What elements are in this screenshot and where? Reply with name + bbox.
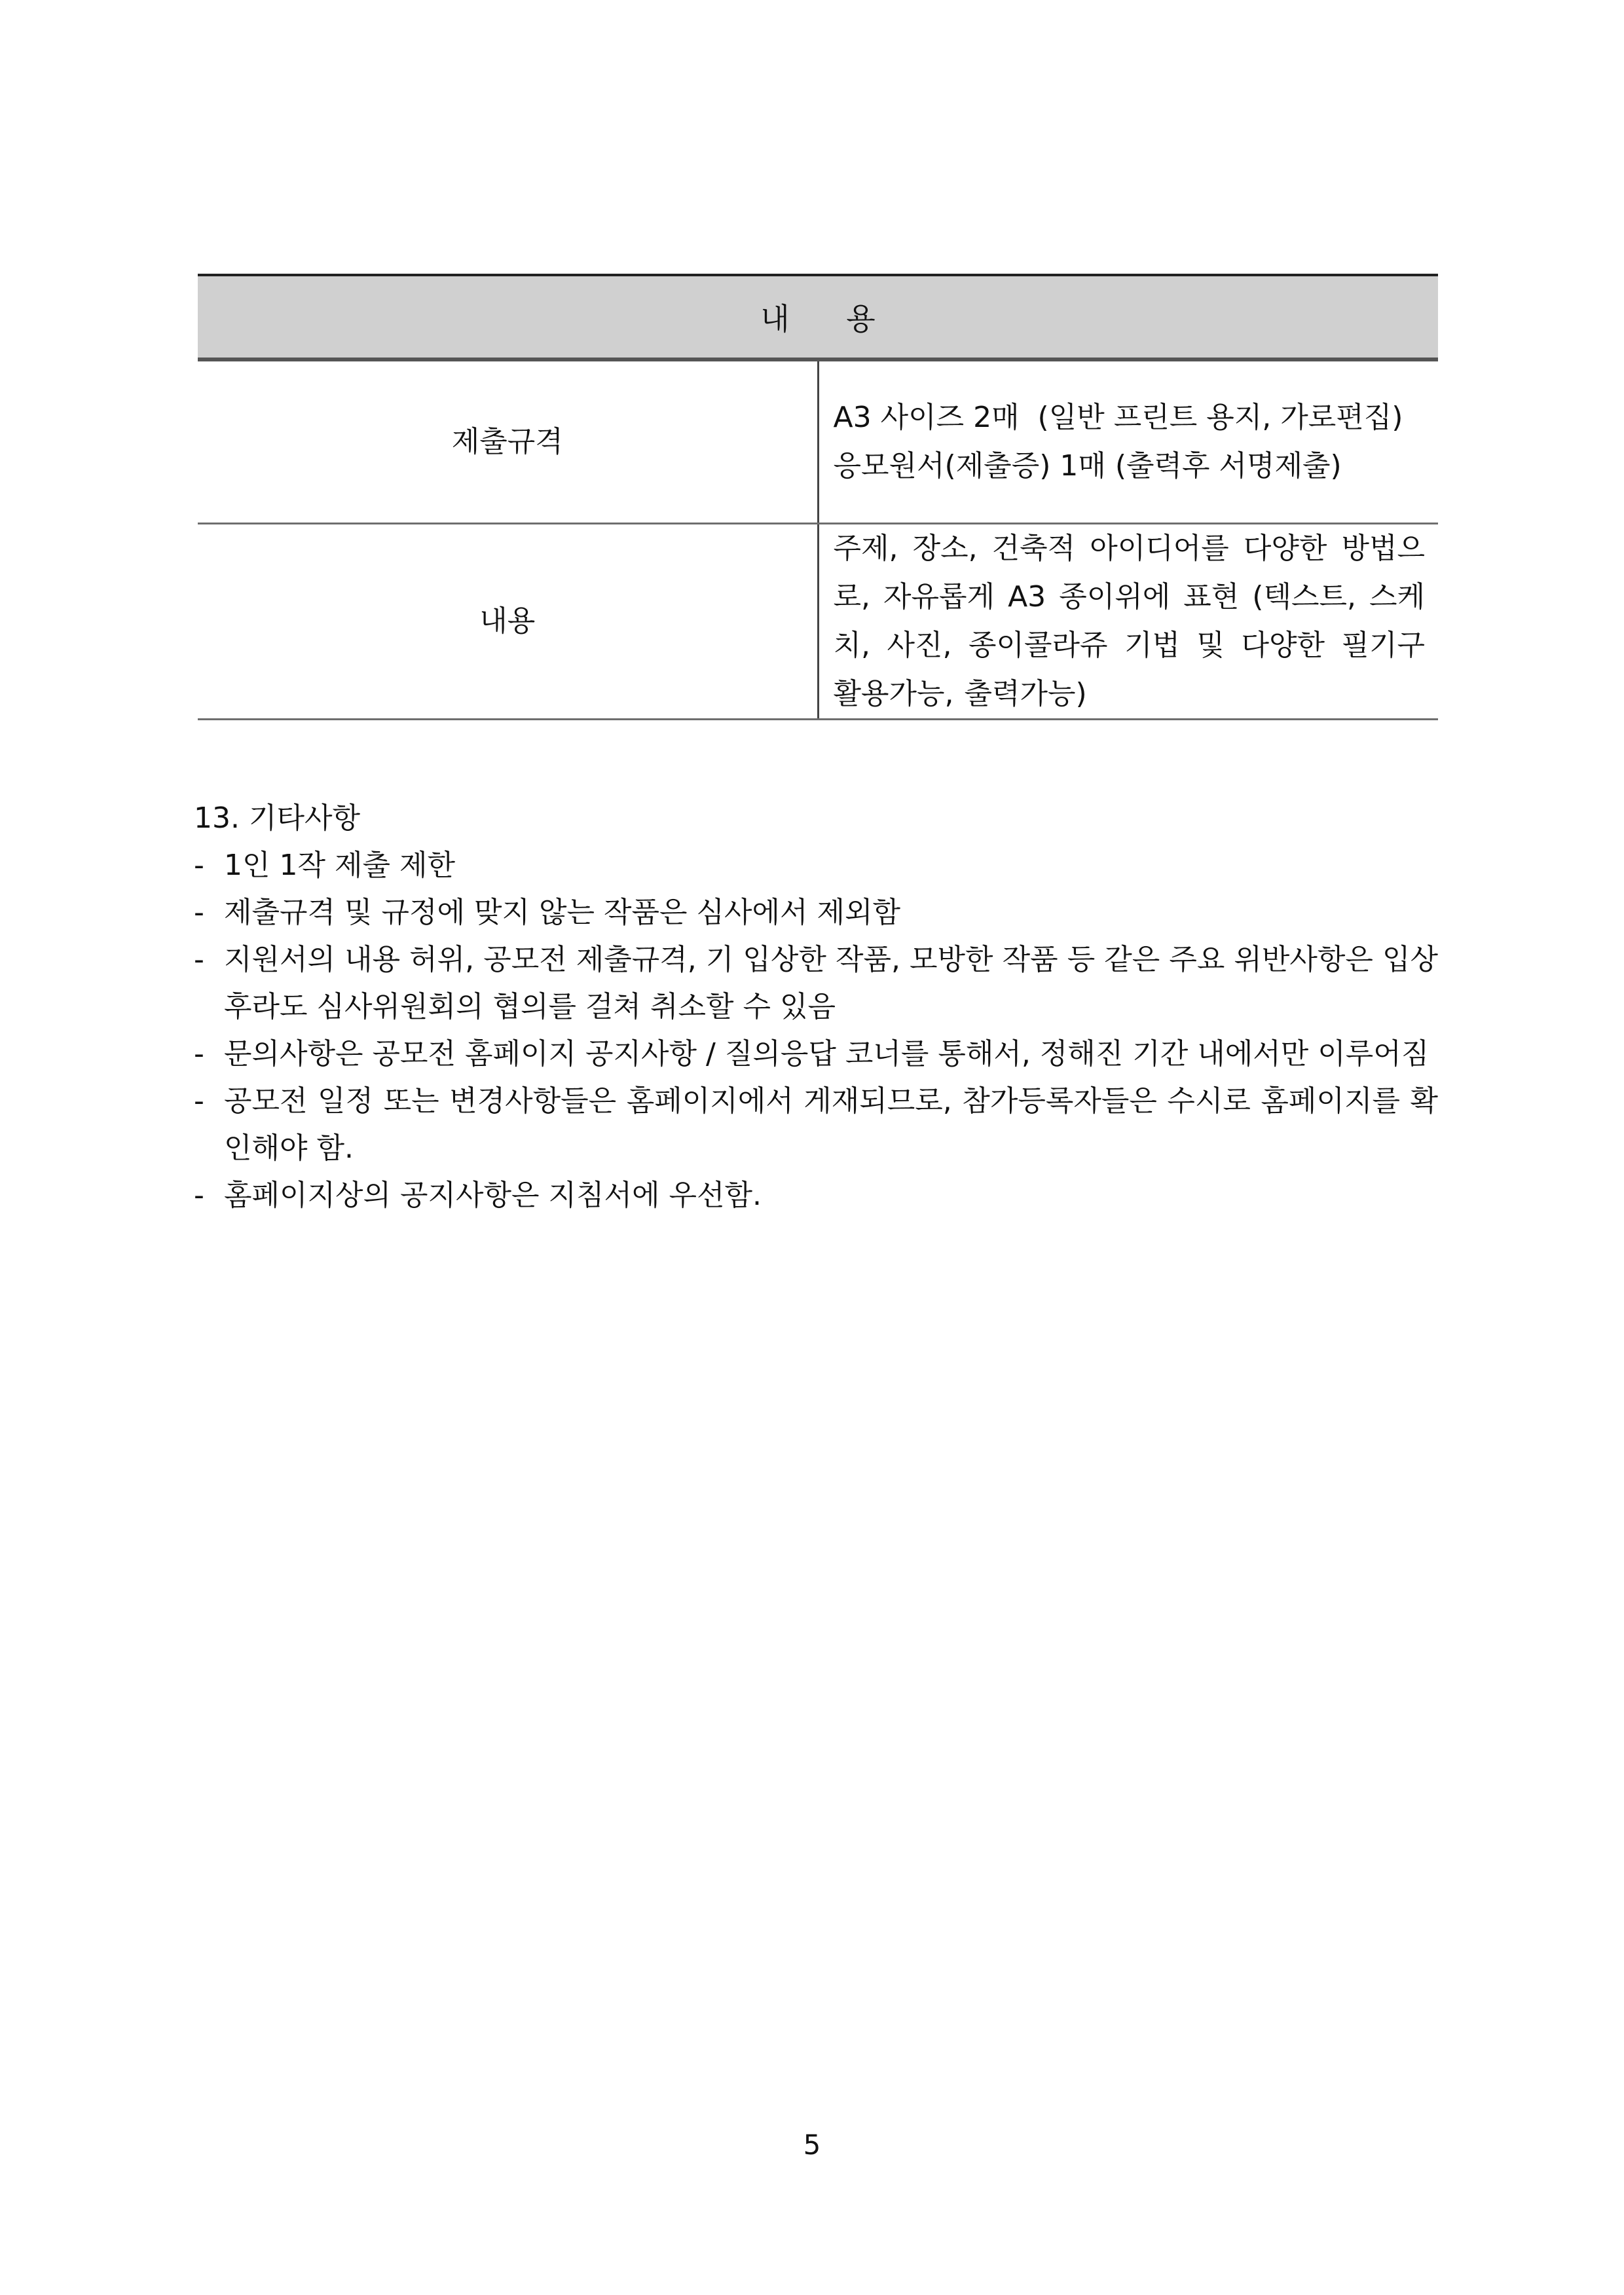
row-content: 주제, 장소, 건축적 아이디어를 다양한 방법으로, 자유롭게 A3 종이위에 표현 (텍스트, 스케치, 사진, 종이콜라쥬 기법 및 다양한 필기구 활용가능, 출력가능) (818, 524, 1438, 720)
bullet-dash: - (194, 849, 204, 882)
page-number: 5 (803, 2129, 821, 2161)
row-content (818, 359, 1438, 524)
bullet-dash: - (194, 1179, 204, 1212)
table-row (198, 359, 1438, 524)
row-label: 제출규격 (198, 359, 818, 524)
list-item-text: 제출규격 및 규정에 맞지 않는 작품은 심사에서 제외함 (224, 896, 900, 929)
list-item (194, 1031, 1438, 1078)
list-item-text: 1인 1작 제출 제한 (224, 849, 455, 882)
bullet-dash: - (194, 1084, 204, 1118)
other-matters-section (194, 795, 1438, 1219)
table-header-row (198, 275, 1438, 359)
list-item (194, 842, 1438, 889)
list-item (194, 1078, 1438, 1172)
bullet-dash: - (194, 1037, 204, 1071)
bullet-dash: - (194, 943, 204, 976)
list-item-text: 홈페이지상의 공지사항은 지침서에 우선함. (224, 1179, 762, 1212)
table-row (198, 524, 1438, 720)
list-item-text: 지원서의 내용 허위, 공모전 제출규격, 기 입상한 작품, 모방한 작품 등 같은 주요 위반사항은 입상후라도 심사위원회의 협의를 걸쳐 취소할 수 있음 (224, 943, 1438, 1023)
row-label: 내용 (198, 524, 818, 720)
list-item (194, 889, 1438, 936)
list-item-text: 공모전 일정 또는 변경사항들은 홈페이지에서 게재되므로, 참가등록자들은 수시로 홈페이지를 확인해야 함. (224, 1084, 1438, 1165)
section-title: 13. 기타사항 (194, 801, 360, 835)
content-line: 응모원서(제출증) 1매 (출력후 서명제출) (833, 449, 1342, 483)
list-item (194, 1172, 1438, 1219)
list-item-text: 문의사항은 공모전 홈페이지 공지사항 / 질의응답 코너를 통해서, 정해진 기간 내에서만 이루어짐 (224, 1037, 1430, 1071)
submission-table (198, 274, 1438, 720)
bullet-list (194, 842, 1438, 1219)
content-line: A3 사이즈 2매 (일반 프린트 용지, 가로편집) (833, 401, 1403, 434)
bullet-dash: - (194, 896, 204, 929)
table-header: 내 용 (198, 275, 1438, 359)
list-item (194, 936, 1438, 1031)
